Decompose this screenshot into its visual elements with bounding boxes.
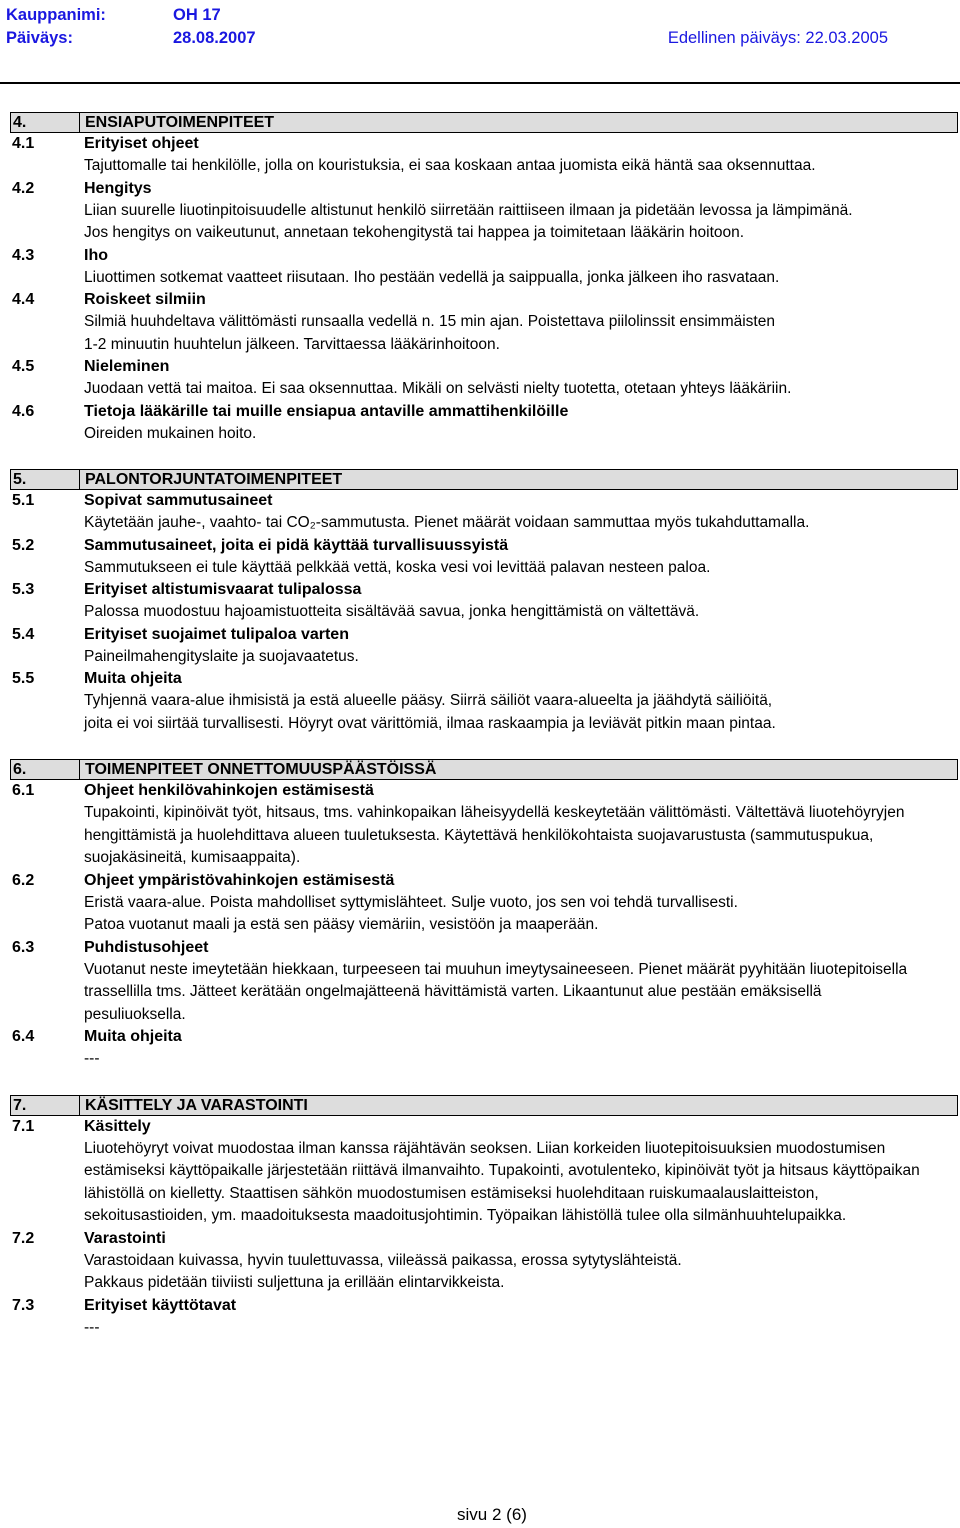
subsection-number: 4.3 <box>12 246 35 264</box>
subsection-title: Nieleminen <box>84 358 170 375</box>
subsection-text <box>84 378 958 401</box>
subsection-number: 5.3 <box>12 581 35 598</box>
previous-date: Edellinen päiväys: 22.03.2005 <box>667 29 888 47</box>
text-line: Silmiä huuhdeltava välittömästi runsaalla vedellä n. 15 min ajan. Poistettava piilolinssit ensimmäisten <box>84 313 775 330</box>
subsection-number: 4.1 <box>12 135 35 152</box>
subsection-number: 7.3 <box>12 1296 35 1314</box>
section-6 <box>10 759 958 1071</box>
header-divider <box>0 82 960 84</box>
subsection-number: 4.4 <box>12 291 35 308</box>
subsection <box>10 289 958 356</box>
subsection-title: Hengitys <box>84 179 152 197</box>
subsection-heading <box>10 1116 958 1138</box>
subsection <box>10 133 958 178</box>
company-label: Kauppanimi: <box>6 6 106 24</box>
text-line: hengittämistä ja huolehdittava alueen tuuletuksesta. Käytettävä henkilökohtaista suojavarustusta (sammutuspukua, <box>84 826 874 844</box>
text-line: --- <box>84 1050 100 1067</box>
section-number: 4. <box>13 114 27 131</box>
text-line: suojakäsineitä, kumisaappaita). <box>84 849 301 866</box>
subsection <box>10 178 958 245</box>
text-line: pesuliuoksella. <box>84 1005 186 1023</box>
heading-divider <box>79 470 80 489</box>
text-line: --- <box>84 1318 100 1336</box>
subsection <box>10 668 958 735</box>
heading-divider <box>79 1096 80 1115</box>
subsection-heading <box>10 401 958 423</box>
section-title: KÄSITTELY JA VARASTOINTI <box>85 1096 308 1114</box>
subsection-heading <box>10 1295 958 1317</box>
subsection <box>10 1295 958 1340</box>
text-line: lähistöllä on kielletty. Staattisen sähkön muodostumisen estämiseksi huolehditaan ruiskumaalauslaitteiston, <box>84 1184 819 1202</box>
document-body <box>10 112 958 1339</box>
subsection-text <box>84 512 958 535</box>
subsection-title: Iho <box>84 246 108 264</box>
section-heading <box>10 469 958 490</box>
subsection-title: Varastointi <box>84 1229 166 1247</box>
subsection-title: Sopivat sammutusaineet <box>84 492 273 509</box>
subsection-text <box>84 959 958 1027</box>
subsection-text <box>84 601 958 624</box>
section-spacer <box>10 735 958 759</box>
text-line: Jos hengitys on vaikeutunut, annetaan tekohengitystä tai happea ja toimitetaan lääkärin hoitoon. <box>84 224 745 241</box>
text-line: Sammutukseen ei tule käyttää pelkkää vettä, koska vesi voi levittää palavan nesteen paloa. <box>84 558 711 576</box>
text-line: Vuotanut neste imeytetään hiekkaan, turpeeseen tai muuhun imeytysaineeseen. Pienet määrät pyyhitään liuotepitoisella <box>84 960 908 978</box>
subsection <box>10 401 958 446</box>
text-line: Palossa muodostuu hajoamistuotteita sisältävää savua, jonka hengittämistä on vältettävä. <box>84 603 700 620</box>
subsection-title: Puhdistusohjeet <box>84 938 209 956</box>
subsection-heading <box>10 624 958 646</box>
subsection-number: 5.1 <box>12 492 35 509</box>
subsection <box>10 1026 958 1071</box>
subsection-text <box>84 311 958 356</box>
text-line: Oireiden mukainen hoito. <box>84 424 257 442</box>
page-number-text: sivu 2 (6) <box>457 1505 527 1524</box>
text-line: trassellilla tms. Jätteet kerätään ongelmajätteenä hävittämistä varten. Likaantunut alue pestään emäksisellä <box>84 983 822 1000</box>
subsection-number: 6.4 <box>12 1028 35 1045</box>
subsection-text <box>84 1138 958 1228</box>
text-line: Liuottimen sotkemat vaatteet riisutaan. Iho pestään vedellä ja saippualla, jonka jälkeen iho rasvataan. <box>84 268 780 286</box>
subsection-text <box>84 690 958 735</box>
text-line: Juodaan vettä tai maitoa. Ei saa oksennuttaa. Mikäli on selvästi nielty tuotetta, otetaan yhteys lääkäriin. <box>84 380 792 397</box>
text-line: Liian suurelle liuotinpitoisuudelle altistunut henkilö siirretään raittiiseen ilmaan ja pidetään levossa ja lämpimänä. <box>84 201 853 219</box>
text-line: sekoitusastioiden, ym. maadoituksesta maadoitusjohtimin. Työpaikan lähistöllä tulee olla silmänhuuhtelupaikka. <box>84 1207 847 1224</box>
subsection-heading <box>10 289 958 311</box>
subsection-number: 5.5 <box>12 670 35 687</box>
section-spacer <box>10 1071 958 1095</box>
subsection-heading <box>10 178 958 200</box>
subsection-heading <box>10 1228 958 1250</box>
subsection-number: 6.3 <box>12 938 35 956</box>
subsection-title: Muita ohjeita <box>84 670 182 687</box>
section-5 <box>10 469 958 735</box>
subsection-heading <box>10 490 958 512</box>
text-line: Liuotehöyryt voivat muodostaa ilman kanssa räjähtävän seoksen. Liian korkeiden liuotepitoisuuksien muodostumisen <box>84 1139 886 1157</box>
subsection-heading <box>10 780 958 802</box>
heading-divider <box>79 760 80 779</box>
subsection-text <box>84 557 958 580</box>
subsection-number: 4.6 <box>12 402 35 420</box>
subsection-text <box>84 892 958 937</box>
subsection <box>10 245 958 290</box>
section-heading <box>10 112 958 133</box>
page-number <box>0 1505 960 1525</box>
subsection-title: Erityiset ohjeet <box>84 135 199 152</box>
subsection-title: Muita ohjeita <box>84 1028 182 1045</box>
company-value: OH 17 <box>173 6 221 24</box>
section-7 <box>10 1095 958 1340</box>
section-title: ENSIAPUTOIMENPITEET <box>85 114 275 131</box>
section-4 <box>10 112 958 445</box>
text-line: 1-2 minuutin huuhtelun jälkeen. Tarvittaessa lääkärinhoitoon. <box>84 335 500 353</box>
subsection-text <box>84 1317 958 1340</box>
subsection <box>10 490 958 535</box>
text-line: Paineilmahengityslaite ja suojavaatetus. <box>84 647 359 665</box>
subsection-title: Tietoja lääkärille tai muille ensiapua antaville ammattihenkilöille <box>84 402 569 420</box>
subsection <box>10 937 958 1027</box>
section-number: 7. <box>13 1096 27 1114</box>
text-line: Tupakointi, kipinöivät työt, hitsaus, tms. vahinkopaikan läheisyydellä keskeytetään välittömästi. Vältettävä liuotehöyryjen <box>84 804 905 821</box>
subsection-heading <box>10 937 958 959</box>
subsection-heading <box>10 668 958 690</box>
text-line: Eristä vaara-alue. Poista mahdolliset syttymislähteet. Sulje vuoto, jos sen voi tehdä turvallisesti. <box>84 893 738 911</box>
subsection-number: 7.1 <box>12 1117 35 1135</box>
text-line: estämiseksi käyttöpaikalle järjestetään riittävä ilmanvaihto. Tupakointi, avotulenteko, kipinöivät työt ja hitsaus käyttöpaikan <box>84 1162 920 1179</box>
subsection-title: Erityiset suojaimet tulipaloa varten <box>84 625 349 643</box>
subsection-text <box>84 1048 958 1071</box>
subsection-heading <box>10 870 958 892</box>
subsection-heading <box>10 535 958 557</box>
date-label: Päiväys: <box>6 29 73 47</box>
subsection-text <box>84 802 958 870</box>
subsection-heading <box>10 133 958 155</box>
subsection-number: 7.2 <box>12 1229 35 1247</box>
subsection <box>10 780 958 870</box>
subsection <box>10 624 958 669</box>
text-line: Varastoidaan kuivassa, hyvin tuulettuvassa, viileässä paikassa, erossa sytytyslähteistä. <box>84 1251 682 1269</box>
subsection-text <box>84 267 958 290</box>
subsection-text <box>84 646 958 669</box>
text-line: Tajuttomalle tai henkilölle, jolla on kouristuksia, ei saa koskaan antaa juomista eikä häntä saa oksennuttaa. <box>84 157 816 174</box>
subsection-text <box>84 423 958 446</box>
subsection-title: Käsittely <box>84 1117 151 1135</box>
section-heading <box>10 759 958 780</box>
subsection-heading <box>10 1026 958 1048</box>
subsection <box>10 1116 958 1228</box>
subsection <box>10 579 958 624</box>
date-value: 28.08.2007 <box>173 29 256 47</box>
section-number: 5. <box>13 471 27 488</box>
section-title: PALONTORJUNTATOIMENPITEET <box>85 471 343 488</box>
text-line: Käytetään jauhe-, vaahto- tai CO₂-sammutusta. Pienet määrät voidaan sammuttaa myös tukahduttamalla. <box>84 514 810 531</box>
subsection <box>10 870 958 937</box>
subsection-text <box>84 1250 958 1295</box>
subsection-title: Ohjeet ympäristövahinkojen estämisestä <box>84 871 395 889</box>
text-line: joita ei voi siirtää turvallisesti. Höyryt ovat värittömiä, ilmaa raskaampia ja leviävät pitkin maan pintaa. <box>84 714 776 732</box>
subsection-title: Roiskeet silmiin <box>84 291 206 308</box>
text-line: Tyhjennä vaara-alue ihmisistä ja estä alueelle pääsy. Siirrä säiliöt vaara-alueelta ja jäähdytä säiliöitä, <box>84 692 773 709</box>
subsection <box>10 356 958 401</box>
subsection-title: Ohjeet henkilövahinkojen estämisestä <box>84 782 374 799</box>
subsection-heading <box>10 245 958 267</box>
subsection-heading <box>10 579 958 601</box>
subsection-title: Erityiset käyttötavat <box>84 1296 237 1314</box>
subsection-number: 5.4 <box>12 625 35 643</box>
section-number: 6. <box>13 761 27 778</box>
section-title: TOIMENPITEET ONNETTOMUUSPÄÄSTÖISSÄ <box>85 761 437 778</box>
subsection-number: 5.2 <box>12 536 35 554</box>
text-line: Patoa vuotanut maali ja estä sen pääsy viemäriin, vesistöön ja maaperään. <box>84 916 599 933</box>
subsection-text <box>84 155 958 178</box>
subsection-heading <box>10 356 958 378</box>
subsection-title: Erityiset altistumisvaarat tulipalossa <box>84 581 362 598</box>
subsection-title: Sammutusaineet, joita ei pidä käyttää turvallisuussyistä <box>84 536 509 554</box>
subsection <box>10 535 958 580</box>
section-heading <box>10 1095 958 1116</box>
subsection-text <box>84 200 958 245</box>
section-spacer <box>10 445 958 469</box>
subsection-number: 6.1 <box>12 782 35 799</box>
subsection <box>10 1228 958 1295</box>
subsection-number: 6.2 <box>12 871 35 889</box>
text-line: Pakkaus pidetään tiiviisti suljettuna ja erillään elintarvikkeista. <box>84 1274 505 1291</box>
subsection-number: 4.5 <box>12 358 35 375</box>
heading-divider <box>79 113 80 132</box>
subsection-number: 4.2 <box>12 179 35 197</box>
